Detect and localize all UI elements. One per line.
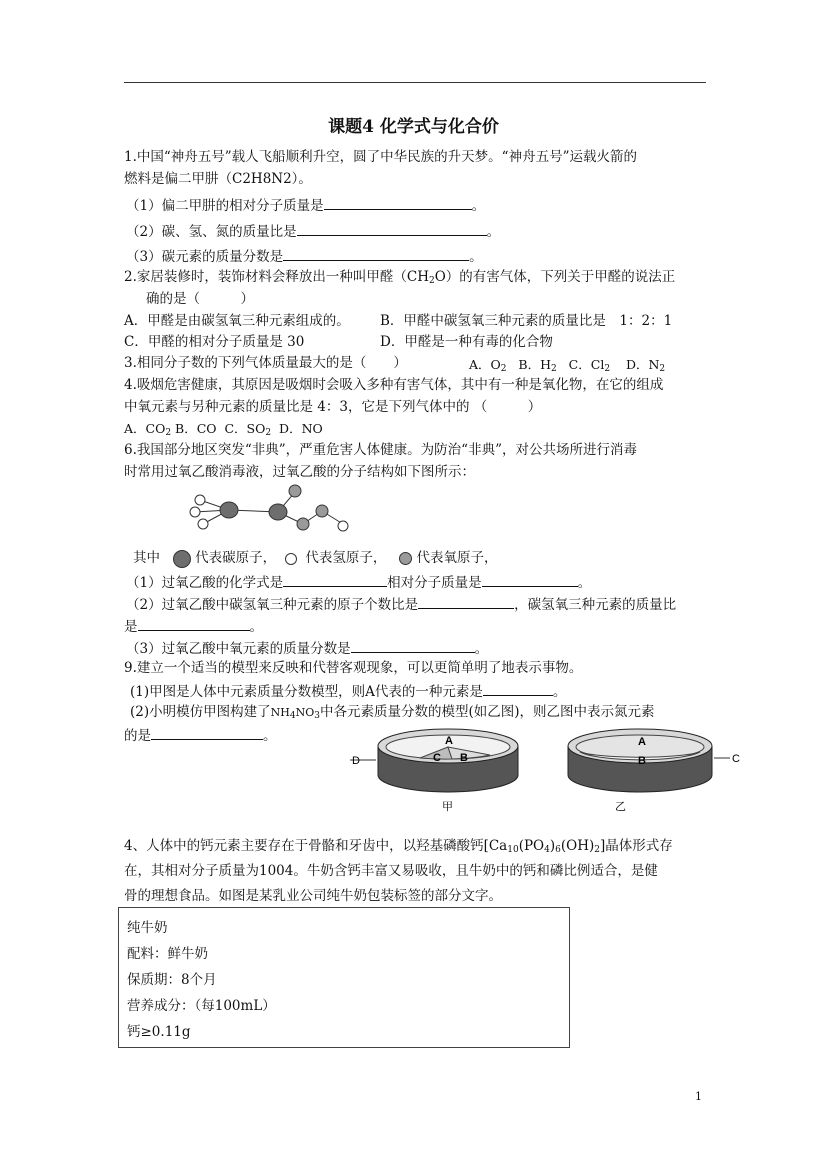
- q4b-stem-b: (PO: [518, 838, 545, 854]
- q9-part1: [130, 681, 566, 701]
- legend-oxygen-label: 代表氧原子，: [416, 550, 498, 566]
- q6-part3-text: （3）过氧乙酸中氧元素的质量分数是: [126, 641, 351, 657]
- figure-jia-element-model: [350, 728, 545, 818]
- carbon-atom-icon: [173, 550, 191, 568]
- q1-part1-end: 。: [471, 198, 486, 214]
- fig-yi-caption: 乙: [615, 800, 626, 813]
- q2-stem-line1: 2.家居装修时，装饰材料会释放出一种叫甲醛$(CH_2O)$的有害气体，下列关于甲醛的说法正: [124, 269, 676, 286]
- q6-formula-blank[interactable]: [283, 572, 387, 587]
- q6-part2: [126, 594, 676, 614]
- q1-part3-text: （3）碳元素的质量分数是: [126, 249, 284, 265]
- q2-option-c: C．甲醛的相对分子质量是 30: [124, 334, 305, 350]
- q2-option-a: A．甲醛是由碳氢氧三种元素组成的。: [124, 313, 350, 329]
- q1-part1-text: （1）偏二甲肼的相对分子质量是: [126, 198, 324, 214]
- hydrogen-atom: [195, 495, 205, 505]
- carbon-atom: [269, 504, 287, 520]
- header-rule: [124, 82, 706, 83]
- q9-part2-text-b: 中各元素质量分数的模型(如乙图)，则乙图中表示氮元素: [319, 704, 655, 720]
- q6-part3: [126, 638, 488, 658]
- q9-stem: 9.建立一个适当的模型来反映和代替客观现象，可以更简单明了地表示事物。: [124, 660, 583, 676]
- hydrogen-atom: [190, 507, 200, 517]
- fig-jia-label-a: A: [445, 735, 453, 747]
- q4b-stem-line2: 在，其相对分子质量为1004。牛奶含钙丰富又易吸收，且牛奶中的钙和磷比例适合，是健: [124, 863, 658, 879]
- legend-carbon-label: 代表碳原子，: [195, 550, 277, 566]
- q4-options: A．$CO_2$ B．CO C．$SO_2$ D．NO: [124, 421, 323, 438]
- q6-part2-text-b: ，碳氢氧三种元素的质量比: [514, 597, 677, 613]
- q9-part2-end: 。: [263, 728, 277, 744]
- q1-stem-line1: 1.中国“神舟五号”载人飞船顺利升空，圆了中华民族的升天梦。“神舟五号”运载火箭的: [124, 149, 637, 165]
- hydrogen-atom: [198, 519, 208, 529]
- fig-yi-label-b: B: [638, 755, 646, 767]
- q4b-stem-d: (OH): [560, 838, 595, 854]
- figure-yi-nh4no3-model: [560, 728, 750, 818]
- hydrogen-atom-icon: [285, 553, 297, 565]
- page-number: 1: [695, 1090, 702, 1103]
- q2-option-d: D．甲醛是一种有毒的化合物: [380, 334, 553, 350]
- q6-part2-end: 。: [249, 619, 263, 635]
- milk-label-shelf-life: 保质期：8个月: [127, 972, 217, 988]
- q6-mass-ratio-blank[interactable]: [138, 616, 250, 631]
- q2-option-b: B．甲醛中碳氢氧三种元素的质量比是 1：2：1: [380, 313, 673, 329]
- milk-label-name: 纯牛奶: [127, 920, 168, 936]
- fig-jia-label-b: B: [460, 752, 468, 764]
- q9-element-a-blank[interactable]: [483, 681, 553, 696]
- q4b-stem-c: ): [549, 838, 556, 854]
- q6-stem-line1: 6.我国部分地区突发“非典”，严重危害人体健康。为防治“非典”，对公共场所进行消毒: [124, 442, 637, 458]
- oxygen-atom: [297, 518, 309, 530]
- q4-stem-line1: 4.吸烟危害健康，其原因是吸烟时会吸入多种有害气体，其中有一种是氧化物，在它的组成: [124, 377, 664, 393]
- q1-part3: [126, 246, 483, 266]
- q4b-stem-line1: 4、人体中的钙元素主要存在于骨骼和牙齿中，以羟基磷酸钙$[Ca_{10}(PO_4)_6(OH)_2]$晶体形式存: [124, 838, 673, 855]
- q6-part1-end: 。: [577, 575, 592, 591]
- oxygen-atom-icon: [399, 552, 412, 565]
- q9-nitrogen-blank[interactable]: [151, 725, 263, 740]
- q4-stem-line2: 中氧元素与另种元素的质量比是 4：3，它是下列气体中的 （ ）: [124, 399, 542, 415]
- q6-mass-blank[interactable]: [482, 572, 578, 587]
- q1-stem-line2: 燃料是偏二甲肼（C2H8N2）。: [124, 171, 312, 187]
- q9-part2-text-a: (2)小明模仿甲图构建了: [130, 704, 271, 720]
- q4b-stem-line3: 骨的理想食品。如图是某乳业公司纯牛奶包装标签的部分文字。: [124, 888, 502, 904]
- q3-options: A．$O_2$ B．$H_2$ C．$Cl_2$ D．$N_2$: [469, 357, 666, 374]
- fig-yi-label-a: A: [638, 736, 646, 748]
- fig-jia-caption: 甲: [442, 800, 453, 813]
- milk-label-box: [118, 907, 570, 1048]
- q6-part1: [126, 572, 591, 592]
- q6-part1-text-b: 相对分子质量是: [387, 575, 482, 591]
- q6-atom-ratio-blank[interactable]: [418, 594, 514, 609]
- hydrogen-atom: [338, 521, 348, 531]
- q6-part2-text-a: （2）过氧乙酸中碳氢氧三种元素的原子个数比是: [126, 597, 419, 613]
- legend-prefix: 其中: [133, 550, 160, 566]
- page-title: 课题4 化学式与化合价: [328, 117, 499, 137]
- oxygen-atom: [289, 485, 301, 497]
- q6-part2-text-c: 是: [124, 619, 138, 635]
- fig-yi-label-c: C: [732, 753, 740, 765]
- q4b-stem-e: ]晶体形式存: [599, 838, 673, 854]
- milk-label-calcium: 钙≥0.11g: [127, 1024, 191, 1040]
- q3-stem: 3.相同分子数的下列气体质量最大的是（ ）: [124, 355, 407, 371]
- q2-stem-line2: 确的是（ ）: [146, 291, 254, 307]
- q9-part2-text-c: 的是: [124, 728, 151, 744]
- q9-part1-text: (1)甲图是人体中元素质量分数模型，则A代表的一种元素是: [130, 684, 483, 700]
- q6-stem-line2: 时常用过氧乙酸消毒液，过氧乙酸的分子结构如下图所示：: [124, 464, 475, 480]
- q1-part2-blank[interactable]: [297, 221, 487, 236]
- q1-part1-blank[interactable]: [324, 195, 472, 210]
- milk-label-ingredients: 配料：鲜牛奶: [127, 946, 208, 962]
- q1-part3-blank[interactable]: [283, 246, 469, 261]
- fig-jia-label-d: D: [352, 755, 360, 767]
- legend-hydrogen-label: 代表氢原子，: [305, 550, 387, 566]
- peracetic-acid-molecule-diagram: [185, 480, 355, 545]
- q2-stem-b: O）的有害气体，下列关于甲醛的说法正: [434, 269, 676, 285]
- q1-part2-text: （2）碳、氢、氮的质量比是: [126, 224, 297, 240]
- carbon-atom: [220, 502, 238, 518]
- q4b-stem-a: 4、人体中的钙元素主要存在于骨骼和牙齿中，以羟基磷酸钙[Ca: [124, 838, 508, 854]
- q6-part2-cont: [124, 616, 263, 636]
- q6-oxygen-fraction-blank[interactable]: [351, 638, 475, 653]
- q6-legend: [133, 549, 498, 568]
- oxygen-atom: [316, 505, 328, 517]
- q9-part2-cont: [124, 725, 277, 745]
- q6-part3-end: 。: [474, 641, 489, 657]
- fig-jia-label-c: C: [433, 752, 441, 764]
- milk-label-nutrition: 营养成分：（每100mL）: [127, 998, 276, 1014]
- q9-part2: (2)小明模仿甲图构建了$NH_4NO_3$中各元素质量分数的模型(如乙图)，则乙图中表示氮元素: [130, 704, 655, 721]
- q6-part1-text-a: （1）过氧乙酸的化学式是: [126, 575, 284, 591]
- q1-part2: [126, 221, 500, 241]
- q2-stem-a: 2.家居装修时，装饰材料会释放出一种叫甲醛（CH: [124, 269, 429, 285]
- q1-part1: [126, 195, 485, 215]
- q1-part2-end: 。: [486, 224, 501, 240]
- q9-part1-end: 。: [552, 684, 567, 700]
- q1-part3-end: 。: [469, 249, 483, 265]
